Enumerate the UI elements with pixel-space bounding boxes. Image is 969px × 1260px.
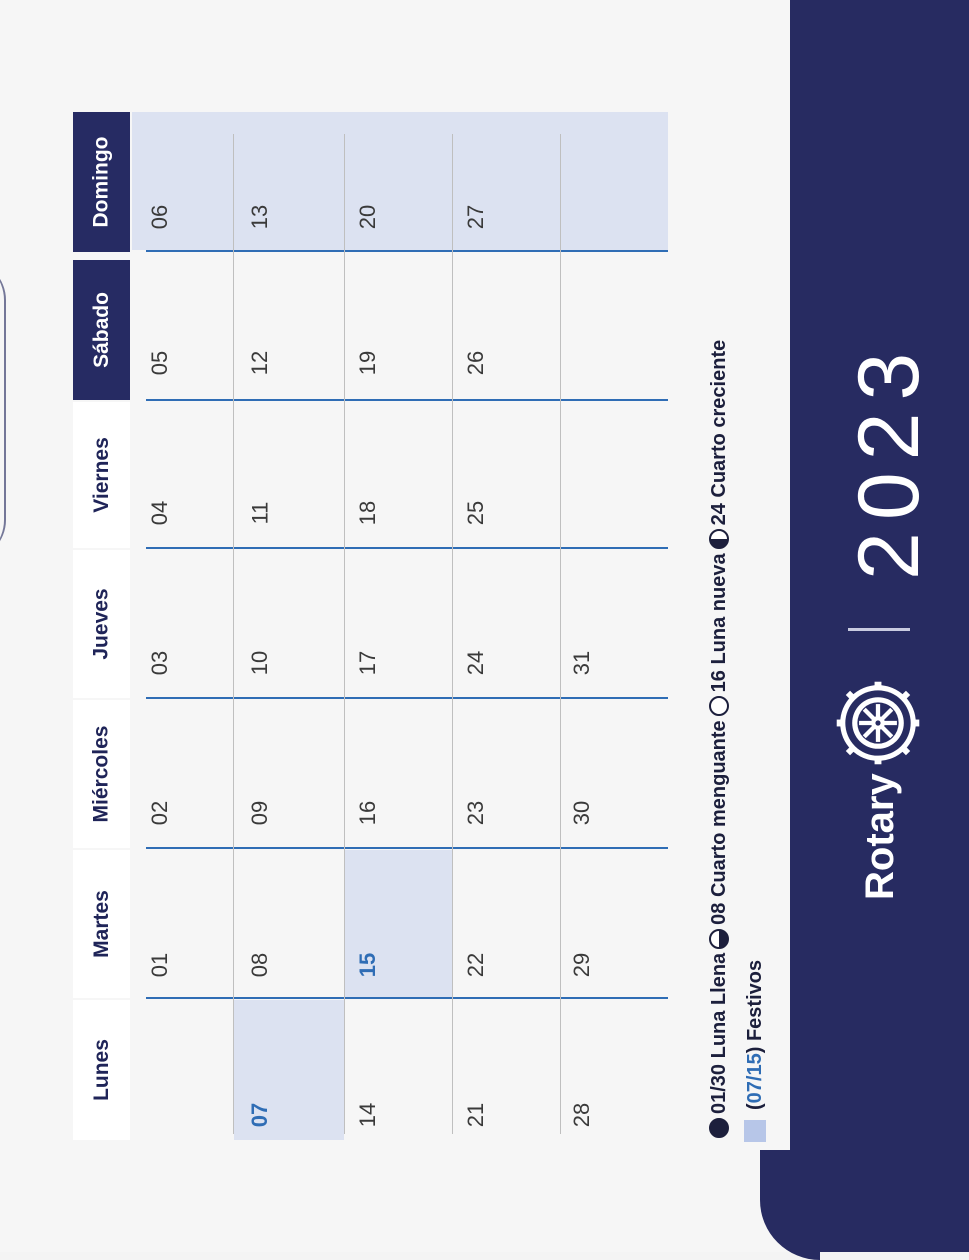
- legend-full-moon: 01/30 Luna Llena: [707, 952, 730, 1114]
- day-24: 24: [462, 650, 488, 676]
- legend-holidays-label: ) Festivos: [743, 959, 766, 1054]
- day-23: 23: [462, 800, 488, 826]
- day-18: 18: [354, 500, 380, 526]
- brand-band: [790, 0, 969, 1252]
- header-miercoles: Miércoles: [73, 700, 130, 848]
- week-separator: [344, 134, 345, 1134]
- rotary-wheel-icon: [835, 680, 921, 766]
- calendar-year: 2023: [841, 340, 937, 580]
- day-04: 04: [146, 500, 172, 526]
- header-lunes: Lunes: [73, 1000, 130, 1140]
- day-01: 01: [146, 952, 172, 978]
- day-10: 10: [246, 650, 272, 676]
- header-domingo: Domingo: [73, 112, 130, 252]
- day-09: 09: [246, 800, 272, 826]
- day-20: 20: [354, 204, 380, 230]
- day-22: 22: [462, 952, 488, 978]
- day-27: 27: [462, 204, 488, 230]
- header-jueves: Jueves: [73, 550, 130, 698]
- day-05: 05: [146, 350, 172, 376]
- divider-sabado: [146, 399, 668, 401]
- new-moon-icon: [709, 696, 729, 716]
- divider-miercoles: [146, 847, 668, 849]
- day-19: 19: [354, 350, 380, 376]
- day-02: 02: [146, 800, 172, 826]
- day-25: 25: [462, 500, 488, 526]
- day-06: 06: [146, 204, 172, 230]
- legend-holiday-1: 07: [743, 1081, 766, 1104]
- day-21: 21: [462, 1102, 488, 1128]
- day-11: 11: [247, 501, 272, 525]
- legend-holiday-row: ( 07 / 15 ) Festivos: [740, 102, 770, 1142]
- legend-new-moon: 16 Luna nueva: [707, 553, 730, 693]
- waxing-quarter-icon: [709, 529, 729, 549]
- legend-moon-row: [704, 102, 734, 1142]
- day-15: 15: [354, 952, 380, 978]
- week-separator: [560, 134, 561, 1134]
- divider-martes: [146, 997, 668, 999]
- divider-jueves: [146, 697, 668, 699]
- day-14: 14: [354, 1102, 380, 1128]
- brand-name: Rotary: [858, 773, 902, 900]
- week-separator: [233, 134, 234, 1134]
- day-13: 13: [246, 204, 272, 230]
- day-26: 26: [462, 350, 488, 376]
- divider-domingo: [146, 250, 668, 252]
- waning-quarter-icon: [709, 929, 729, 949]
- day-29: 29: [568, 952, 594, 978]
- day-16: 16: [354, 800, 380, 826]
- day-17: 17: [354, 650, 380, 676]
- legend-holiday-2: 15: [743, 1053, 766, 1076]
- day-30: 30: [568, 800, 594, 826]
- week-separator: [452, 134, 453, 1134]
- day-28: 28: [568, 1102, 594, 1128]
- day-03: 03: [146, 650, 172, 676]
- divider-viernes: [146, 547, 668, 549]
- legend-waning-quarter: 08 Cuarto menguante: [707, 720, 730, 925]
- header-martes: Martes: [73, 850, 130, 998]
- legend-waxing-quarter: 24 Cuarto creciente: [707, 339, 730, 526]
- moon-phase-legend: [704, 102, 770, 1142]
- full-moon-icon: [709, 1118, 729, 1138]
- band-curve-decoration: [760, 1150, 820, 1260]
- day-07: 07: [246, 1102, 272, 1128]
- header-viernes: Viernes: [73, 402, 130, 548]
- day-08: 08: [246, 952, 272, 978]
- sunday-column-shade: [132, 112, 668, 250]
- header-sabado: Sábado: [73, 260, 130, 400]
- day-12: 12: [246, 350, 272, 376]
- holiday-swatch-icon: [744, 1120, 766, 1142]
- brand-separator: [848, 628, 910, 631]
- day-31: 31: [568, 650, 594, 676]
- decorative-curve: [0, 260, 6, 560]
